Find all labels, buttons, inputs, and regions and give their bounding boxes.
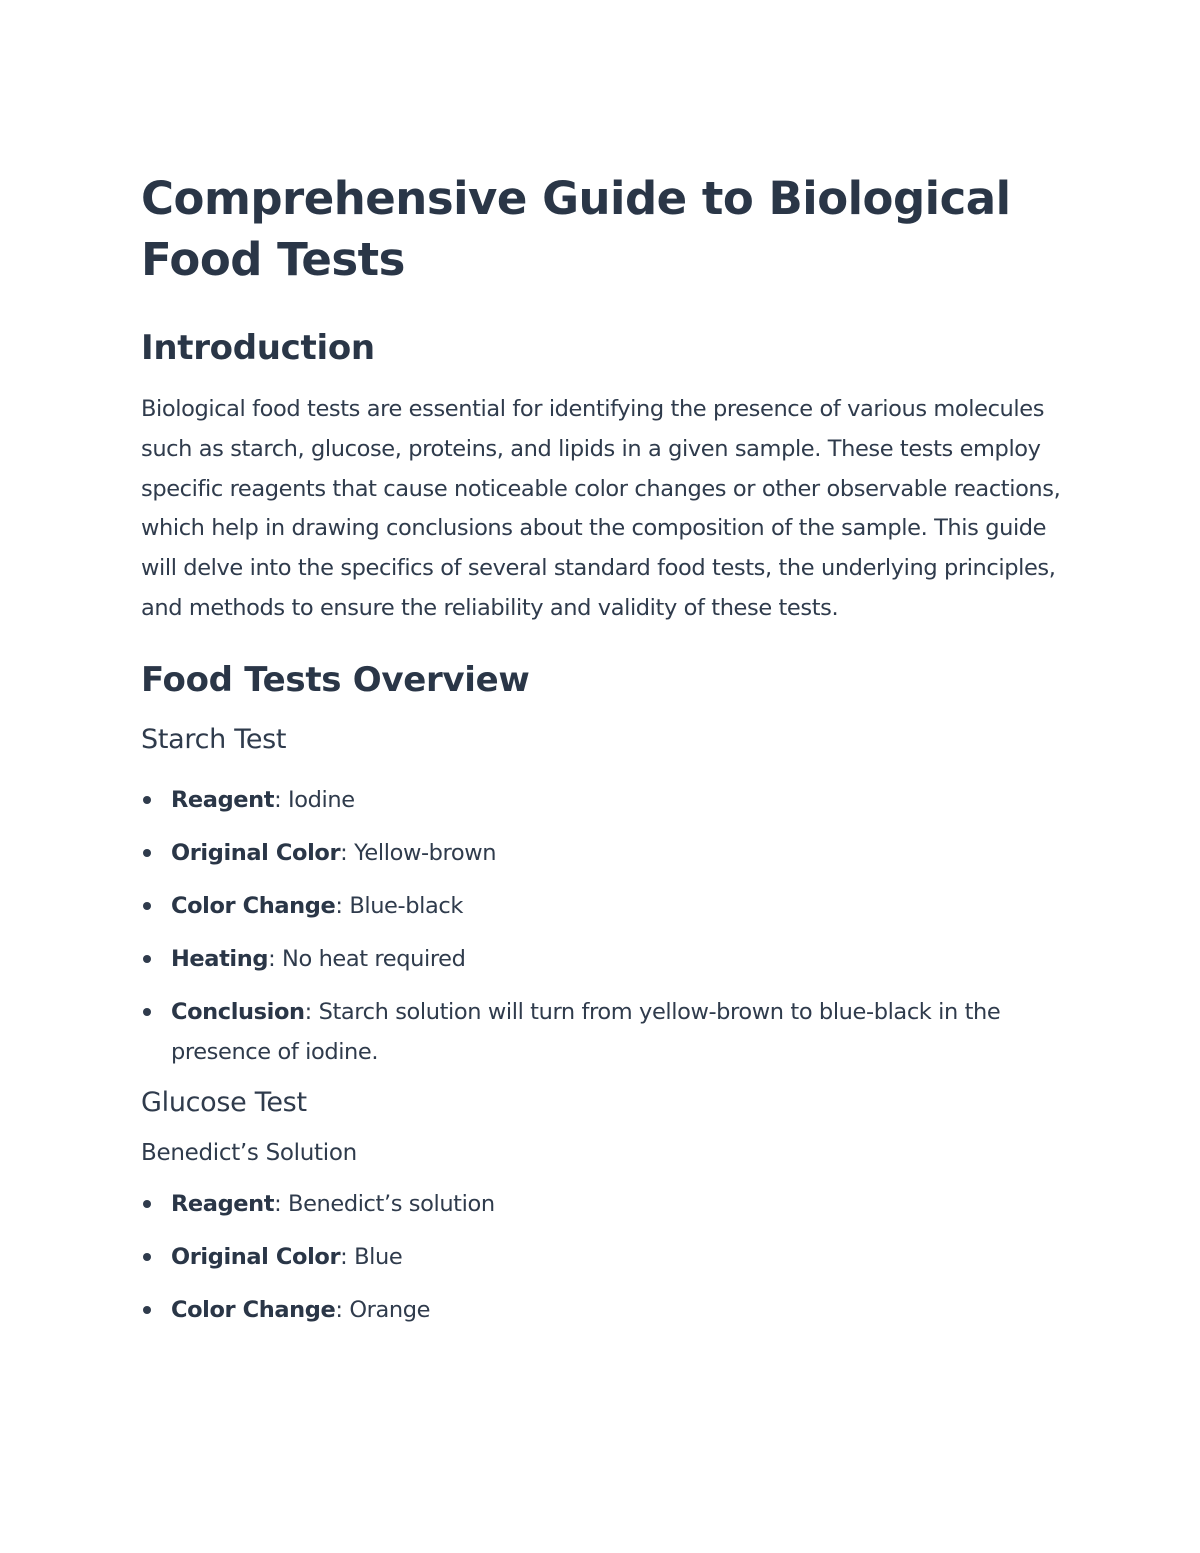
list-item-separator: : [268,945,283,972]
list-item [141,1290,1066,1330]
list-item [141,1184,1066,1224]
list-item-separator: : [340,839,355,866]
starch-test-list [141,780,1066,1072]
glucose-test-list [141,1184,1066,1330]
list-item [141,1237,1066,1277]
list-item-separator: : [335,1296,350,1323]
food-tests-overview-heading: Food Tests Overview [141,659,530,700]
introduction-heading: Introduction [141,328,375,368]
list-item-text: Starch solution will turn from yellow-brown to blue-black in the presence of iodine. [171,998,1001,1065]
list-item-term: Original Color [171,1243,341,1270]
bullet-icon [143,796,151,804]
bullet-icon [143,849,151,857]
introduction-paragraph: Biological food tests are essential for identifying the presence of various molecules such as starch, glucose, proteins, and lipids in a given sample. These tests employ specific reagents that cause noticeable color changes or other observable reactions, which help in drawing conclusions about the composition of the sample. This guide will delve into the specifics of several standard food tests, the underlying principles, and methods to ensure the reliability and validity of these tests. [141,396,1061,621]
list-item-term: Color Change [171,892,336,919]
list-item-separator: : [304,998,319,1025]
list-item [141,886,1066,926]
list-item-separator: : [335,892,350,919]
benedicts-solution-heading: Benedict’s Solution [141,1139,357,1166]
list-item [141,939,1066,979]
list-item-text: No heat required [282,945,466,972]
bullet-icon [143,955,151,963]
list-item-text: Benedict’s solution [288,1190,495,1217]
bullet-icon [143,1008,151,1016]
list-item-term: Color Change [171,1296,336,1323]
list-item-term: Reagent [171,786,275,813]
list-item-separator: : [274,1190,289,1217]
list-item-text: Blue-black [349,892,463,919]
list-item [141,992,1066,1072]
bullet-icon [143,1306,151,1314]
list-item-text: Yellow-brown [354,839,497,866]
document-title: Comprehensive Guide to Biological Food Tests [141,172,1011,286]
list-item-text: Iodine [288,786,355,813]
list-item-separator: : [340,1243,355,1270]
list-item-term: Conclusion [171,998,305,1025]
starch-test-heading: Starch Test [141,723,287,755]
list-item [141,780,1066,820]
list-item-text: Blue [354,1243,403,1270]
list-item [141,833,1066,873]
list-item-separator: : [274,786,289,813]
glucose-test-heading: Glucose Test [141,1086,307,1118]
bullet-icon [143,1253,151,1261]
bullet-icon [143,902,151,910]
document-page [141,168,1066,1343]
list-item-term: Reagent [171,1190,275,1217]
list-item-term: Original Color [171,839,341,866]
bullet-icon [143,1200,151,1208]
list-item-term: Heating [171,945,269,972]
list-item-text: Orange [349,1296,431,1323]
